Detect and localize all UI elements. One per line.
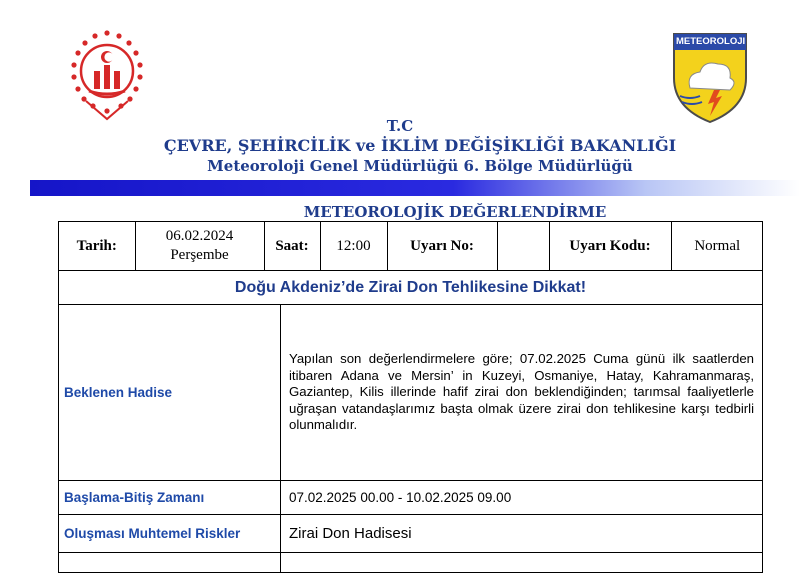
date-label: Tarih: <box>59 222 135 270</box>
header-ministry: ÇEVRE, ŞEHİRCİLİK ve İKLİM DEĞİŞİKLİĞİ BAKANLIĞI <box>163 136 677 155</box>
header-gradient-bar <box>30 180 800 196</box>
warning-code-value: Normal <box>671 222 763 270</box>
meteorology-shield-logo <box>670 30 750 125</box>
header-department: Meteoroloji Genel Müdürlüğü 6. Bölge Müdürlüğü <box>207 157 633 175</box>
time-label: Saat: <box>264 222 320 270</box>
meteorology-logo-text: METEOROLOJI <box>676 36 746 47</box>
header-tc: T.C <box>386 117 414 135</box>
date-cell <box>135 222 264 270</box>
possible-risks-label: Oluşması Muhtemel Riskler <box>59 515 281 553</box>
warning-code-label: Uyarı Kodu: <box>549 222 671 270</box>
next-row-value <box>281 553 763 573</box>
day-value: Perşembe <box>170 247 229 263</box>
time-value: 12:00 <box>320 222 387 270</box>
info-row <box>59 222 763 271</box>
document-title: METEOROLOJİK DEĞERLENDİRME <box>303 203 607 221</box>
warning-no-value <box>497 222 549 270</box>
warning-no-label: Uyarı No: <box>387 222 497 270</box>
expected-event-text: Yapılan son değerlendirmelere göre; 07.02.2025 Cuma günü ilk saatlerden itibaren Adana ve Mersin’ in Kuzeyi, Osmaniye, Hatay, Kahramanmaraş, Gaziantep, Kilis illerinde hafif zirai don beklendiğinden; tarımsal faaliyetlerle uğraşan vatandaşlarımız başta olmak üzere zirai don tehlikesine karşı tedbirli olunmalıdır. <box>281 305 763 481</box>
possible-risks-value: Zirai Don Hadisesi <box>281 515 763 553</box>
start-end-time-value: 07.02.2025 00.00 - 10.02.2025 09.00 <box>281 481 763 515</box>
ministry-seal-logo <box>64 27 150 127</box>
date-value: 06.02.2024 <box>165 228 234 244</box>
next-row-label <box>59 553 281 573</box>
start-end-time-label: Başlama-Bitiş Zamanı <box>59 481 281 515</box>
expected-event-label: Beklenen Hadise <box>59 305 281 481</box>
bulletin-title: Doğu Akdeniz’de Zirai Don Tehlikesine Dikkat! <box>59 271 763 305</box>
assessment-table <box>58 221 763 573</box>
